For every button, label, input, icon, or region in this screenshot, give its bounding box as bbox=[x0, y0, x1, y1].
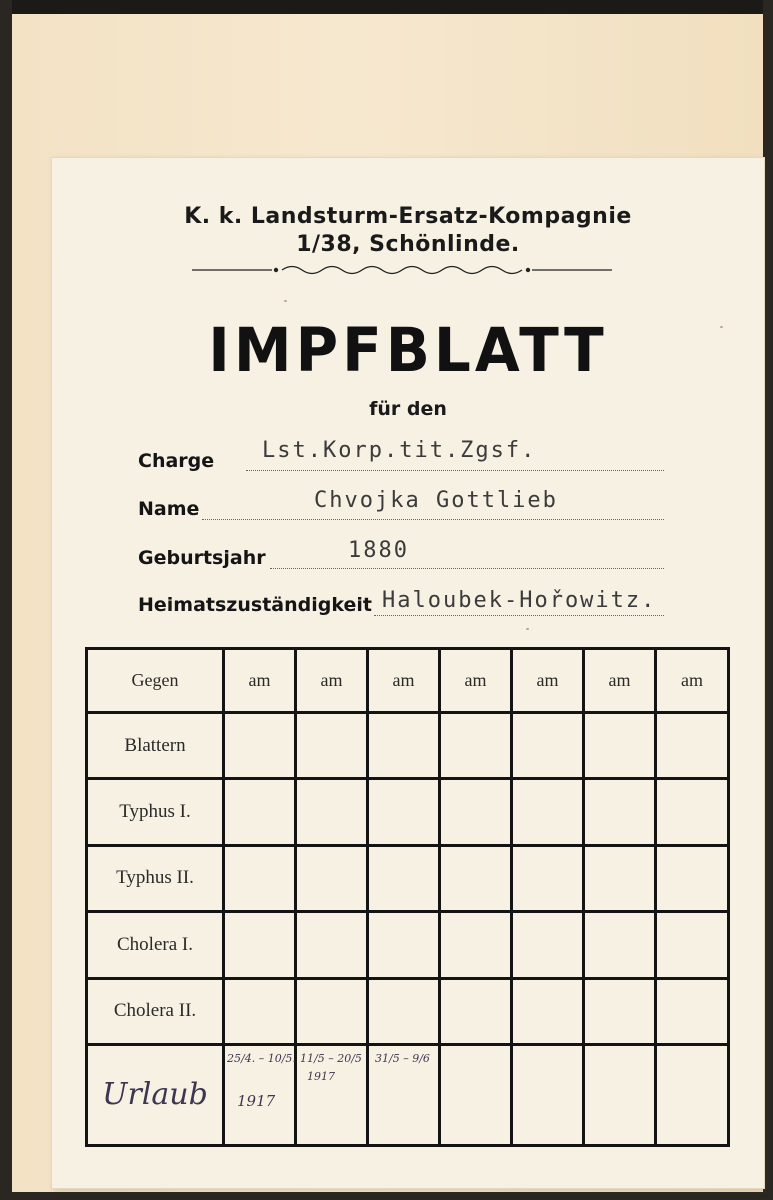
vaccination-table-wrap bbox=[85, 647, 727, 1147]
scan-edge-bottom bbox=[0, 1192, 773, 1200]
table-cell bbox=[368, 712, 440, 778]
field-label-charge: Charge bbox=[138, 450, 215, 472]
field-label-home-district: Heimatszuständigkeit bbox=[138, 594, 372, 616]
table-cell bbox=[224, 779, 296, 845]
header-date-3: am bbox=[368, 649, 440, 713]
table-cell bbox=[584, 978, 656, 1044]
table-cell bbox=[440, 712, 512, 778]
handwritten-dates-3: 31/5 – 9/6 bbox=[375, 1051, 430, 1065]
vaccination-card bbox=[52, 158, 764, 1188]
row-label-cholera-1: Cholera I. bbox=[87, 912, 224, 978]
field-label-birth-year: Geburtsjahr bbox=[138, 547, 266, 569]
handwritten-dates-1: 25/4. – 10/5. bbox=[227, 1051, 296, 1065]
header-date-1: am bbox=[224, 649, 296, 713]
table-row bbox=[87, 712, 729, 778]
table-cell bbox=[584, 779, 656, 845]
table-cell bbox=[656, 912, 729, 978]
header-date-7: am bbox=[656, 649, 729, 713]
field-label-name: Name bbox=[138, 498, 200, 520]
table-cell bbox=[512, 779, 584, 845]
table-cell bbox=[368, 779, 440, 845]
table-cell bbox=[440, 1044, 512, 1145]
field-value-name: Chvojka Gottlieb bbox=[314, 488, 558, 513]
table-header-row bbox=[87, 649, 729, 713]
table-cell bbox=[296, 912, 368, 978]
row-label-smallpox: Blattern bbox=[87, 712, 224, 778]
table-cell bbox=[584, 712, 656, 778]
field-value-birth-year: 1880 bbox=[348, 538, 409, 563]
paper-speck bbox=[720, 326, 723, 328]
table-cell bbox=[656, 978, 729, 1044]
table-cell bbox=[224, 912, 296, 978]
table-cell bbox=[584, 845, 656, 911]
table-row bbox=[87, 912, 729, 978]
table-cell bbox=[656, 845, 729, 911]
table-cell bbox=[656, 712, 729, 778]
header-date-6: am bbox=[584, 649, 656, 713]
table-cell bbox=[512, 978, 584, 1044]
table-cell bbox=[512, 912, 584, 978]
table-cell bbox=[296, 712, 368, 778]
row-label-typhus-1: Typhus I. bbox=[87, 779, 224, 845]
scan-edge-top bbox=[0, 0, 773, 14]
field-line-name bbox=[202, 519, 664, 520]
table-cell-leave-1 bbox=[224, 1044, 296, 1145]
table-cell bbox=[512, 1044, 584, 1145]
table-cell-leave-3 bbox=[368, 1044, 440, 1145]
table-cell bbox=[440, 779, 512, 845]
table-cell bbox=[440, 912, 512, 978]
handwritten-year-2: 1917 bbox=[307, 1069, 335, 1083]
document-title: IMPFBLATT bbox=[208, 314, 608, 386]
field-line-charge bbox=[246, 470, 664, 471]
table-cell bbox=[368, 912, 440, 978]
table-cell bbox=[440, 845, 512, 911]
header-date-4: am bbox=[440, 649, 512, 713]
paper-speck bbox=[526, 628, 529, 630]
row-label-typhus-2: Typhus II. bbox=[87, 845, 224, 911]
table-cell bbox=[296, 845, 368, 911]
table-cell bbox=[296, 978, 368, 1044]
company-line-1: K. k. Landsturm-Ersatz-Kompagnie bbox=[184, 204, 632, 229]
table-row bbox=[87, 779, 729, 845]
scan-edge-left bbox=[0, 0, 12, 1200]
table-row bbox=[87, 845, 729, 911]
handwritten-dates-2: 11/5 – 20/5 bbox=[300, 1051, 362, 1065]
document-subtitle: für den bbox=[369, 398, 447, 420]
field-line-birth-year bbox=[270, 568, 664, 569]
header-date-5: am bbox=[512, 649, 584, 713]
table-cell bbox=[296, 779, 368, 845]
handwritten-leave-label: Urlaub bbox=[102, 1077, 208, 1113]
table-cell bbox=[224, 978, 296, 1044]
table-cell bbox=[512, 712, 584, 778]
header-date-2: am bbox=[296, 649, 368, 713]
table-cell bbox=[224, 845, 296, 911]
vaccination-table bbox=[85, 647, 730, 1147]
table-cell bbox=[656, 1044, 729, 1145]
table-row bbox=[87, 978, 729, 1044]
table-cell bbox=[440, 978, 512, 1044]
table-cell bbox=[512, 845, 584, 911]
scan-edge-right bbox=[763, 0, 773, 1200]
table-cell bbox=[224, 712, 296, 778]
handwritten-year-1: 1917 bbox=[237, 1091, 276, 1110]
table-cell bbox=[584, 1044, 656, 1145]
paper-speck bbox=[284, 300, 287, 302]
field-line-home-district bbox=[374, 615, 664, 616]
company-line-2: 1/38, Schönlinde. bbox=[296, 232, 520, 257]
ornament-divider-icon bbox=[192, 262, 612, 278]
field-value-charge: Lst.Korp.tit.Zgsf. bbox=[262, 438, 537, 463]
table-cell bbox=[584, 912, 656, 978]
table-row-handwritten bbox=[87, 1044, 729, 1145]
table-cell bbox=[368, 845, 440, 911]
table-cell-leave-2 bbox=[296, 1044, 368, 1145]
row-label-cholera-2: Cholera II. bbox=[87, 978, 224, 1044]
table-cell bbox=[656, 779, 729, 845]
header-against: Gegen bbox=[87, 649, 224, 713]
table-cell bbox=[368, 978, 440, 1044]
row-label-leave bbox=[87, 1044, 224, 1145]
field-value-home-district: Haloubek-Hořowitz. bbox=[382, 588, 657, 613]
